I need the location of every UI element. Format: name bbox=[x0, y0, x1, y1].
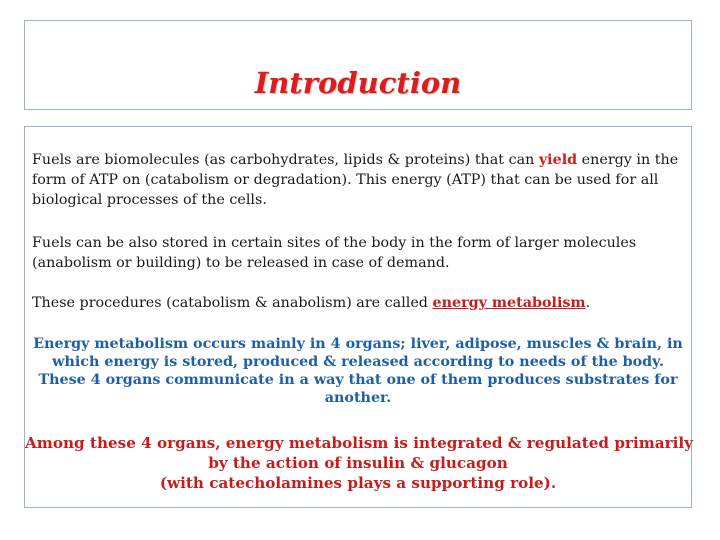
regulation-line: Among these 4 organs, energy metabolism is integrated & regulated primarily bbox=[25, 434, 693, 452]
paragraph-fuels-storage: Fuels can be also stored in certain sites of the body in the form of larger molecules (anabolism or building) to be released in case of demand. bbox=[32, 235, 637, 271]
organs-statement bbox=[25, 335, 691, 407]
p1-text-after: energy in the form of ATP on (catabolism or degradation). This energy (ATP) that can be used for all biological processes of the cells. bbox=[32, 152, 679, 208]
organs-line: which energy is stored, produced & released according to needs of the body. bbox=[52, 354, 664, 370]
regulation-line: by the action of insulin & glucagon bbox=[208, 454, 508, 472]
paragraph-procedures bbox=[32, 293, 682, 313]
p1-highlight-yield: yield bbox=[538, 152, 578, 168]
organs-line: Energy metabolism occurs mainly in 4 organs; liver, adipose, muscles & brain, in bbox=[33, 336, 683, 352]
p3-highlight-energy-metabolism: energy metabolism bbox=[432, 295, 586, 311]
organs-line: another. bbox=[324, 390, 392, 406]
p3-text-before: These procedures (catabolism & anabolism) are called bbox=[32, 295, 433, 311]
p1-text-before: Fuels are biomolecules (as carbohydrates, lipids & proteins) that can bbox=[32, 152, 539, 168]
paragraph-fuels-definition bbox=[32, 150, 682, 210]
slide-title: Introduction bbox=[254, 66, 462, 100]
regulation-line: (with catecholamines plays a supporting role). bbox=[159, 474, 557, 492]
p3-text-after: . bbox=[585, 295, 591, 311]
content-panel bbox=[24, 126, 692, 508]
organs-line: These 4 organs communicate in a way that one of them produces substrates for bbox=[38, 372, 678, 388]
regulation-statement bbox=[25, 433, 691, 493]
title-panel bbox=[24, 20, 692, 110]
